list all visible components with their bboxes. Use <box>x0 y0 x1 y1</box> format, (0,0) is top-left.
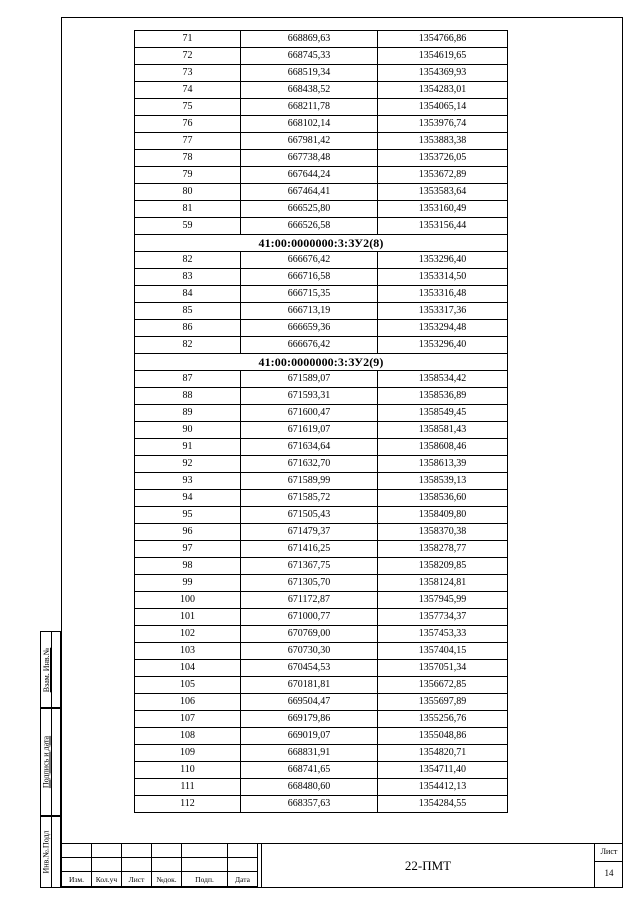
table-row <box>135 558 508 575</box>
table-row <box>135 473 508 490</box>
y-coordinate: 1353976,74 <box>378 116 508 133</box>
x-coordinate: 671619,07 <box>241 422 378 439</box>
point-number: 89 <box>135 405 241 422</box>
y-coordinate: 1353726,05 <box>378 150 508 167</box>
section-title: 41:00:0000000:3:ЗУ2(9) <box>135 354 508 371</box>
x-coordinate: 668438,52 <box>241 82 378 99</box>
x-coordinate: 669179,86 <box>241 711 378 728</box>
table-row <box>135 779 508 796</box>
point-number: 110 <box>135 762 241 779</box>
x-coordinate: 669019,07 <box>241 728 378 745</box>
y-coordinate: 1358536,89 <box>378 388 508 405</box>
table-row <box>135 524 508 541</box>
point-number: 85 <box>135 303 241 320</box>
x-coordinate: 671479,37 <box>241 524 378 541</box>
y-coordinate: 1358613,39 <box>378 456 508 473</box>
table-row <box>135 286 508 303</box>
x-coordinate: 666676,42 <box>241 252 378 269</box>
x-coordinate: 671585,72 <box>241 490 378 507</box>
point-number: 86 <box>135 320 241 337</box>
x-coordinate: 666716,58 <box>241 269 378 286</box>
table-row <box>135 592 508 609</box>
x-coordinate: 668831,91 <box>241 745 378 762</box>
y-coordinate: 1355256,76 <box>378 711 508 728</box>
y-coordinate: 1354283,01 <box>378 82 508 99</box>
y-coordinate: 1353316,48 <box>378 286 508 303</box>
table-row <box>135 660 508 677</box>
x-coordinate: 671416,25 <box>241 541 378 558</box>
y-coordinate: 1358124,81 <box>378 575 508 592</box>
table-row <box>135 48 508 65</box>
y-coordinate: 1358370,38 <box>378 524 508 541</box>
coordinates-table <box>134 30 508 813</box>
point-number: 96 <box>135 524 241 541</box>
x-coordinate: 666526,58 <box>241 218 378 235</box>
point-number: 101 <box>135 609 241 626</box>
x-coordinate: 668102,14 <box>241 116 378 133</box>
y-coordinate: 1355697,89 <box>378 694 508 711</box>
section-header-row <box>135 235 508 252</box>
x-coordinate: 671634,64 <box>241 439 378 456</box>
x-coordinate: 668741,65 <box>241 762 378 779</box>
point-number: 108 <box>135 728 241 745</box>
table-row <box>135 405 508 422</box>
table-row <box>135 575 508 592</box>
point-number: 73 <box>135 65 241 82</box>
y-coordinate: 1358278,77 <box>378 541 508 558</box>
point-number: 102 <box>135 626 241 643</box>
table-row <box>135 303 508 320</box>
y-coordinate: 1353883,38 <box>378 133 508 150</box>
x-coordinate: 671600,47 <box>241 405 378 422</box>
table-row <box>135 252 508 269</box>
point-number: 74 <box>135 82 241 99</box>
title-block-grid <box>61 843 258 887</box>
side-stamp-inv <box>40 816 61 888</box>
y-coordinate: 1358608,46 <box>378 439 508 456</box>
point-number: 76 <box>135 116 241 133</box>
table-row <box>135 456 508 473</box>
point-number: 111 <box>135 779 241 796</box>
side-label-inv: Инв.№.Подл <box>41 830 51 874</box>
y-coordinate: 1358209,85 <box>378 558 508 575</box>
y-coordinate: 1353294,48 <box>378 320 508 337</box>
y-coordinate: 1357945,99 <box>378 592 508 609</box>
point-number: 82 <box>135 252 241 269</box>
x-coordinate: 667981,42 <box>241 133 378 150</box>
table-row <box>135 371 508 388</box>
point-number: 79 <box>135 167 241 184</box>
table-row <box>135 269 508 286</box>
point-number: 92 <box>135 456 241 473</box>
point-number: 82 <box>135 337 241 354</box>
x-coordinate: 666713,19 <box>241 303 378 320</box>
x-coordinate: 671589,99 <box>241 473 378 490</box>
y-coordinate: 1355048,86 <box>378 728 508 745</box>
y-coordinate: 1354284,55 <box>378 796 508 813</box>
x-coordinate: 667738,48 <box>241 150 378 167</box>
y-coordinate: 1354065,14 <box>378 99 508 116</box>
x-coordinate: 671367,75 <box>241 558 378 575</box>
point-number: 90 <box>135 422 241 439</box>
table-row <box>135 762 508 779</box>
y-coordinate: 1354619,65 <box>378 48 508 65</box>
point-number: 106 <box>135 694 241 711</box>
document-code: 22-ПМТ <box>404 858 452 873</box>
title-block-column-label: Изм. <box>62 872 92 887</box>
sheet-label: Лист <box>595 843 623 862</box>
y-coordinate: 1356672,85 <box>378 677 508 694</box>
title-block-column-label: Лист <box>122 872 152 887</box>
table-row <box>135 31 508 48</box>
point-number: 81 <box>135 201 241 218</box>
table-row <box>135 167 508 184</box>
x-coordinate: 668480,60 <box>241 779 378 796</box>
point-number: 105 <box>135 677 241 694</box>
point-number: 95 <box>135 507 241 524</box>
point-number: 59 <box>135 218 241 235</box>
y-coordinate: 1353314,50 <box>378 269 508 286</box>
y-coordinate: 1354711,40 <box>378 762 508 779</box>
table-row <box>135 116 508 133</box>
point-number: 80 <box>135 184 241 201</box>
point-number: 109 <box>135 745 241 762</box>
table-row <box>135 65 508 82</box>
x-coordinate: 667644,24 <box>241 167 378 184</box>
y-coordinate: 1353317,36 <box>378 303 508 320</box>
table-row <box>135 541 508 558</box>
y-coordinate: 1353296,40 <box>378 337 508 354</box>
side-stamp-podpis <box>40 708 61 816</box>
table-row <box>135 796 508 813</box>
title-block-column-label: Подп. <box>182 872 228 887</box>
title-block-column-label: №док. <box>152 872 182 887</box>
x-coordinate: 666525,80 <box>241 201 378 218</box>
x-coordinate: 671172,87 <box>241 592 378 609</box>
point-number: 83 <box>135 269 241 286</box>
point-number: 104 <box>135 660 241 677</box>
table-row <box>135 694 508 711</box>
point-number: 88 <box>135 388 241 405</box>
x-coordinate: 671000,77 <box>241 609 378 626</box>
y-coordinate: 1357404,15 <box>378 643 508 660</box>
y-coordinate: 1354766,86 <box>378 31 508 48</box>
table-row <box>135 422 508 439</box>
point-number: 78 <box>135 150 241 167</box>
point-number: 87 <box>135 371 241 388</box>
side-label-vzam: Взам. Инв.№ <box>42 647 51 692</box>
table-row <box>135 82 508 99</box>
side-label-podpis: Подпись и дата <box>41 735 51 789</box>
x-coordinate: 668869,63 <box>241 31 378 48</box>
table-row <box>135 150 508 167</box>
title-block-column-label: Дата <box>228 872 258 887</box>
sheet-box <box>594 843 623 888</box>
sheet-number: 14 <box>604 868 614 878</box>
x-coordinate: 670181,81 <box>241 677 378 694</box>
table-row <box>135 184 508 201</box>
point-number: 94 <box>135 490 241 507</box>
section-header-row <box>135 354 508 371</box>
x-coordinate: 670730,30 <box>241 643 378 660</box>
y-coordinate: 1358581,43 <box>378 422 508 439</box>
y-coordinate: 1353583,64 <box>378 184 508 201</box>
point-number: 103 <box>135 643 241 660</box>
y-coordinate: 1358549,45 <box>378 405 508 422</box>
table-row <box>135 133 508 150</box>
point-number: 100 <box>135 592 241 609</box>
x-coordinate: 670769,00 <box>241 626 378 643</box>
table-row <box>135 728 508 745</box>
table-row <box>135 201 508 218</box>
y-coordinate: 1354820,71 <box>378 745 508 762</box>
point-number: 97 <box>135 541 241 558</box>
y-coordinate: 1353160,49 <box>378 201 508 218</box>
table-row <box>135 320 508 337</box>
point-number: 84 <box>135 286 241 303</box>
y-coordinate: 1353296,40 <box>378 252 508 269</box>
point-number: 112 <box>135 796 241 813</box>
x-coordinate: 666715,35 <box>241 286 378 303</box>
point-number: 93 <box>135 473 241 490</box>
table-row <box>135 388 508 405</box>
x-coordinate: 671305,70 <box>241 575 378 592</box>
y-coordinate: 1354369,93 <box>378 65 508 82</box>
title-block-column-label: Кол.уч <box>92 872 122 887</box>
point-number: 98 <box>135 558 241 575</box>
table-row <box>135 218 508 235</box>
x-coordinate: 666659,36 <box>241 320 378 337</box>
x-coordinate: 671505,43 <box>241 507 378 524</box>
x-coordinate: 668357,63 <box>241 796 378 813</box>
table-row <box>135 490 508 507</box>
y-coordinate: 1358534,42 <box>378 371 508 388</box>
point-number: 107 <box>135 711 241 728</box>
x-coordinate: 668745,33 <box>241 48 378 65</box>
point-number: 75 <box>135 99 241 116</box>
y-coordinate: 1358409,80 <box>378 507 508 524</box>
table-row <box>135 337 508 354</box>
point-number: 72 <box>135 48 241 65</box>
table-row <box>135 711 508 728</box>
y-coordinate: 1357734,37 <box>378 609 508 626</box>
x-coordinate: 670454,53 <box>241 660 378 677</box>
y-coordinate: 1354412,13 <box>378 779 508 796</box>
table-row <box>135 507 508 524</box>
table-row <box>135 626 508 643</box>
x-coordinate: 671589,07 <box>241 371 378 388</box>
table-row <box>135 643 508 660</box>
x-coordinate: 668211,78 <box>241 99 378 116</box>
table-row <box>135 99 508 116</box>
table-row <box>135 439 508 456</box>
table-row <box>135 677 508 694</box>
section-title: 41:00:0000000:3:ЗУ2(8) <box>135 235 508 252</box>
x-coordinate: 667464,41 <box>241 184 378 201</box>
y-coordinate: 1357051,34 <box>378 660 508 677</box>
side-stamp-vzam <box>40 631 61 708</box>
x-coordinate: 671632,70 <box>241 456 378 473</box>
point-number: 91 <box>135 439 241 456</box>
y-coordinate: 1358536,60 <box>378 490 508 507</box>
table-row <box>135 609 508 626</box>
x-coordinate: 671593,31 <box>241 388 378 405</box>
table-row <box>135 745 508 762</box>
point-number: 77 <box>135 133 241 150</box>
x-coordinate: 666676,42 <box>241 337 378 354</box>
point-number: 99 <box>135 575 241 592</box>
y-coordinate: 1357453,33 <box>378 626 508 643</box>
x-coordinate: 668519,34 <box>241 65 378 82</box>
y-coordinate: 1358539,13 <box>378 473 508 490</box>
point-number: 71 <box>135 31 241 48</box>
y-coordinate: 1353672,89 <box>378 167 508 184</box>
x-coordinate: 669504,47 <box>241 694 378 711</box>
y-coordinate: 1353156,44 <box>378 218 508 235</box>
